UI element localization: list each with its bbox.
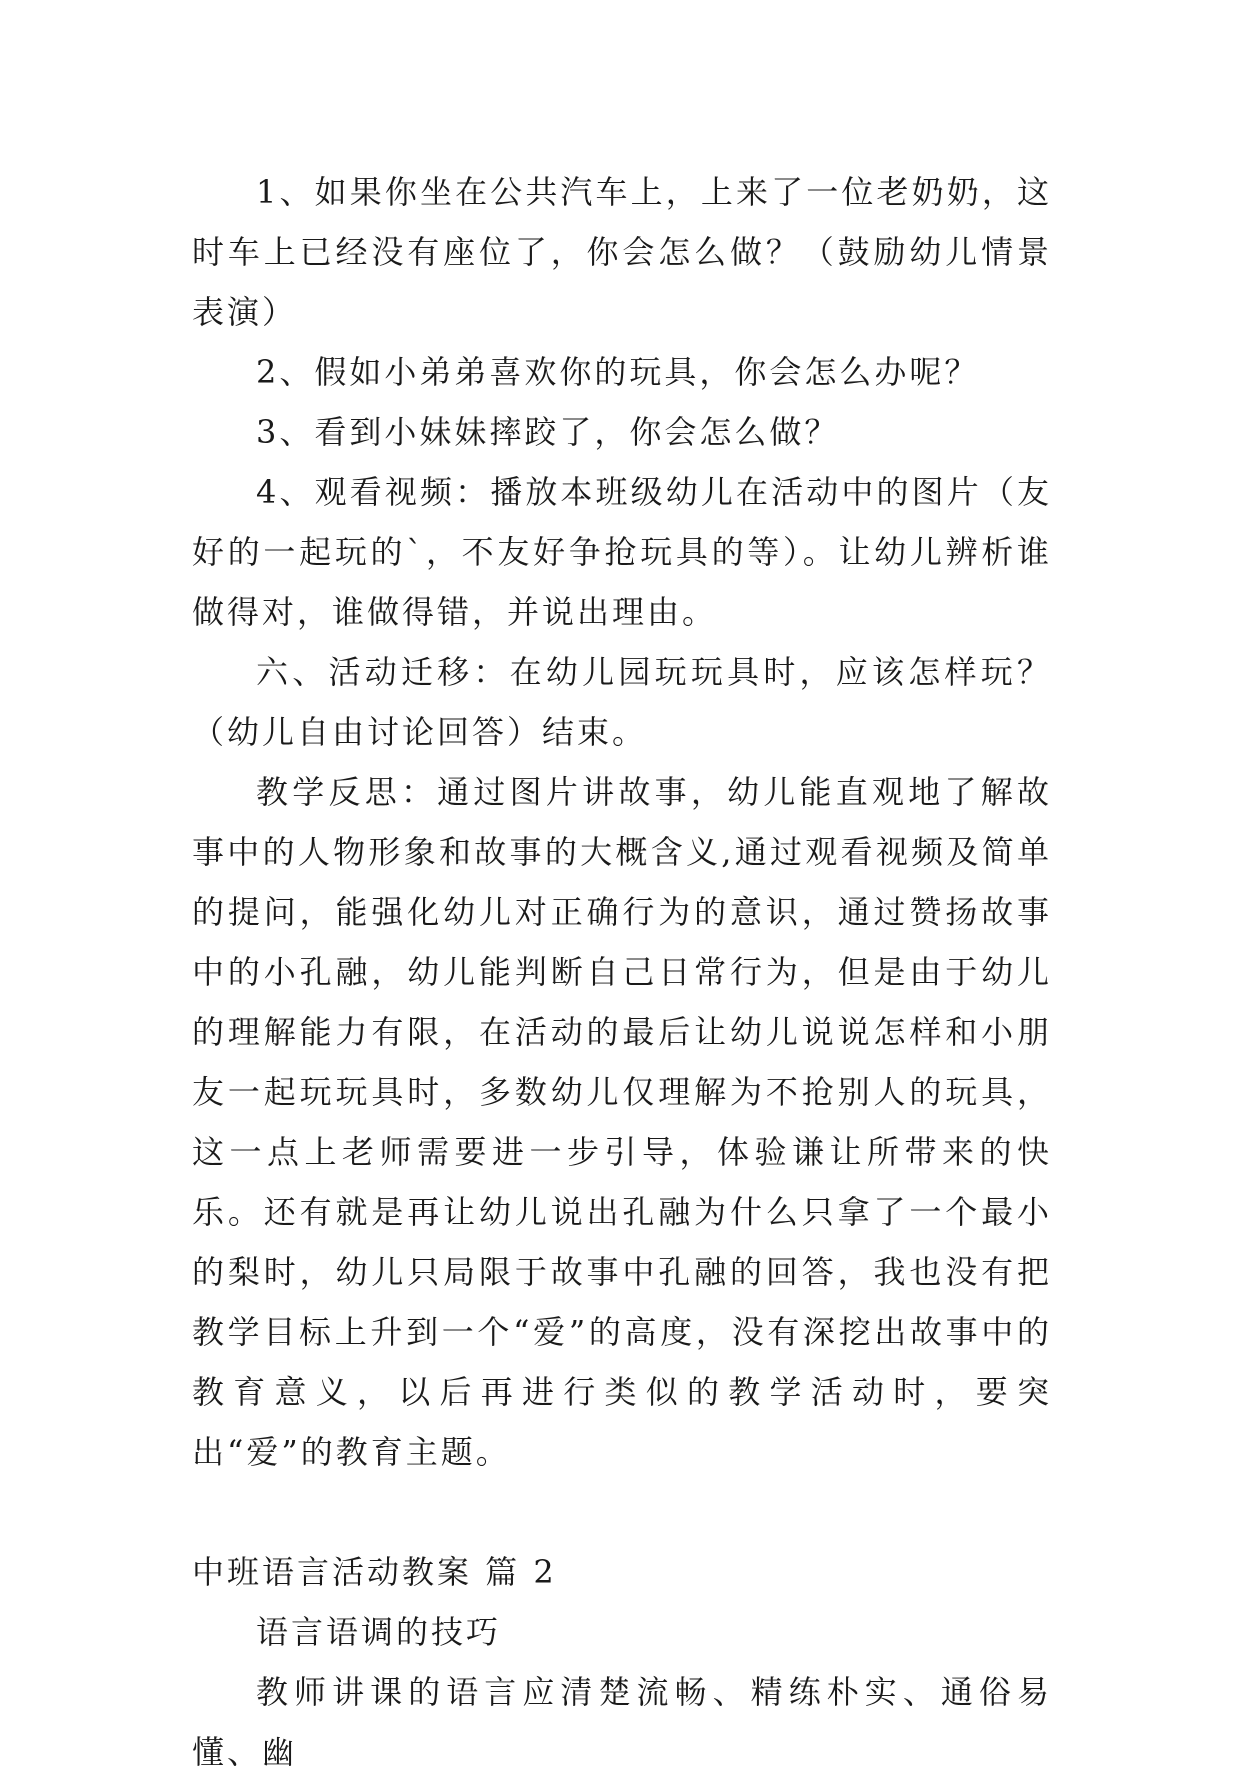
section-heading: 中班语言活动教案 篇 2 bbox=[192, 1553, 557, 1591]
paragraph-question-1: 1、如果你坐在公共汽车上，上来了一位老奶奶，这时车上已经没有座位了，你会怎么做？（鼓励幼儿情景表演） bbox=[192, 173, 1052, 331]
section-subheading: 语言语调的技巧 bbox=[256, 1613, 502, 1651]
paragraph-activity-transfer: 六、活动迁移：在幼儿园玩玩具时，应该怎样玩？（幼儿自由讨论回答）结束。 bbox=[192, 653, 1052, 751]
paragraph-question-3: 3、看到小妹妹摔跤了，你会怎么做？ bbox=[256, 413, 840, 451]
paragraph-teaching-reflection: 教学反思：通过图片讲故事，幼儿能直观地了解故事中的人物形象和故事的大概含义,通过观看视频及简单的提问，能强化幼儿对正确行为的意识，通过赞扬故事中的小孔融，幼儿能判断自己日常行为，但是由于幼儿的理解能力有限，在活动的最后让幼儿说说怎样和小朋友一起玩玩具时，多数幼儿仅理解为不抢别人的玩具，这一点上老师需要进一步引导，体验谦让所带来的快乐。还有就是再让幼儿说出孔融为什么只拿了一个最小的梨时，幼儿只局限于故事中孔融的回答，我也没有把教学目标上升到一个“爱”的高度，没有深挖出故事中的教育意义，以后再进行类似的教学活动时，要突出“爱”的教育主题。 bbox=[192, 773, 1052, 1471]
paragraph-question-2: 2、假如小弟弟喜欢你的玩具，你会怎么办呢？ bbox=[256, 353, 980, 391]
paragraph-final: 教师讲课的语言应清楚流畅、精练朴实、通俗易懂、幽 bbox=[192, 1673, 1052, 1771]
document-body bbox=[192, 162, 1052, 1782]
paragraph-question-4: 4、观看视频：播放本班级幼儿在活动中的图片（友好的一起玩的`，不友好争抢玩具的等）。让幼儿辨析谁做得对，谁做得错，并说出理由。 bbox=[192, 473, 1052, 631]
